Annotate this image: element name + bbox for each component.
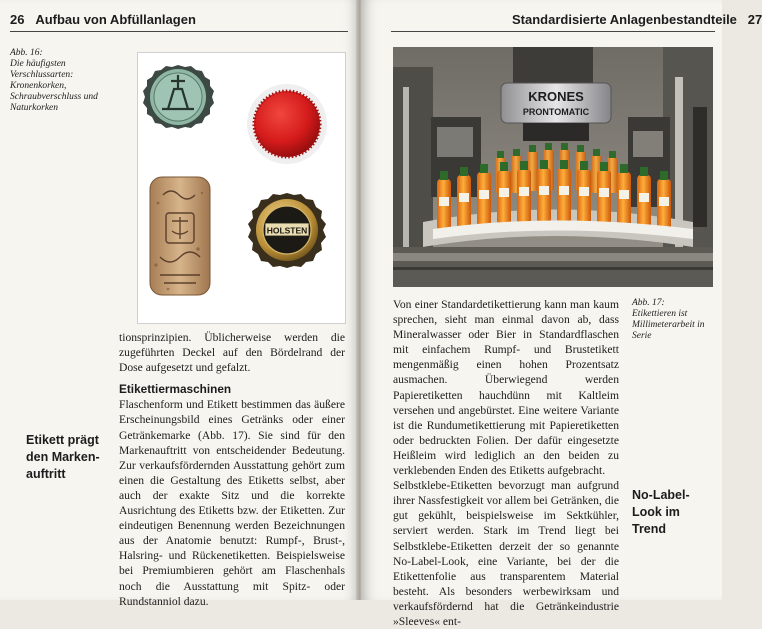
beer-cap-image [248,193,326,268]
closures-figure [137,52,346,324]
margin-heading-left: Etikett prägt den Marken-auftritt [26,433,100,481]
section-heading: Etikettiermaschinen [119,382,232,397]
screw-cap-image [247,84,327,164]
header-rule-right [391,31,715,32]
natural-cork-image [150,177,210,295]
crown-cork-image [143,65,214,129]
running-head-right [512,12,762,27]
running-title-left: Aufbau von Abfüllanlagen [35,12,196,27]
page-number-left: 26 [10,12,25,27]
body-main: Flaschenform und Etikett bestimmen das äußere Erscheinungsbild eines Getränks oder einer Getränkemarke (Abb. 17). Sie sind für den Markenauftritt von entscheidender Bedeutung. Zur verkaufsfördernden Ausstattung gehört zum einen die Gestaltung des Etiketts selbst, aber auch der exakte Sitz und die korrekte Ausrichtung des Etiketts bzw. der Etiketten. Zur eindeutigen Benennung werden Bezeichnungen aus der Anatomie benutzt: Rumpf-, Brust-, Halsring- und Rückenetiketten. Beispielsweise bei Premiumbieren gehört am Flaschenhals noch die Ausstattung mit Spitz- oder Rundstanniol dazu. [119,398,345,608]
beer-cap-brand: HOLSTEN [266,225,308,236]
labelling-machine-photo [393,47,713,287]
body-para-1: Von einer Standardetikettierung kann man kaum sprechen, sieht man einmal davon ab, dass Mineralwasser oder Bier in Standardflaschen mit einfachem Rumpf- und Brustetikett mengenmäßig einen hohen Prozentsatz ausmachen. Überwiegend werden Papieretiketten hauchdünn mit Kaltleim versehen und angebürstet. Eine weitere Variante ist die Rundumetikettierung mit Papieretiketten oder bedruckten Folien. Der dafür eingesetzte Heißleim wird lediglich an den beiden zu verklebenden Enden des Etiketts aufgebracht. [393,298,619,478]
page-number-right: 27 [747,12,762,27]
running-title-right: Standardisierte Anlagenbestandteile [512,12,737,27]
figure-caption-17: Abb. 17: Etikettieren ist Millimeterarbeit in Serie [632,298,705,341]
photo-brand-bottom: PRONTOMATIC [522,107,590,117]
body-para-2: Selbstklebe-Etiketten bevorzugt man aufgrund ihrer Nassfestigkeit vor allem bei Getränken, die gut gekühlt, beispielsweise im Sektkühler, serviert werden. Stark im Trend liegt bei Selbstklebe-Etiketten derzeit der so genannte No-Label-Look, eine Variante, bei der die Etikettenfolie aus transparentem Material besteht. Als besonders werbewirksam und verkaufsfördernd hat die Getränkeindustrie »Sleeves« ent- [393,479,619,628]
right-body-text [393,297,619,629]
figure-caption-16: Abb. 16: Die häufigsten Verschlussarten: Kronenkorken, Schraubverschluss und Naturkorken [10,48,98,113]
left-body-text [119,330,345,609]
left-page [0,0,358,608]
margin-heading-right: No-Label-Look im Trend [632,488,690,536]
body-intro: tionsprinzipien. Üblicherweise werden die zugeführten Deckel auf den Bördelrand der Dose aufgesetzt und gefalzt. [119,331,345,375]
photo-brand-top: KRONES [528,89,584,104]
running-head-left [10,12,196,27]
header-rule-left [10,31,348,32]
